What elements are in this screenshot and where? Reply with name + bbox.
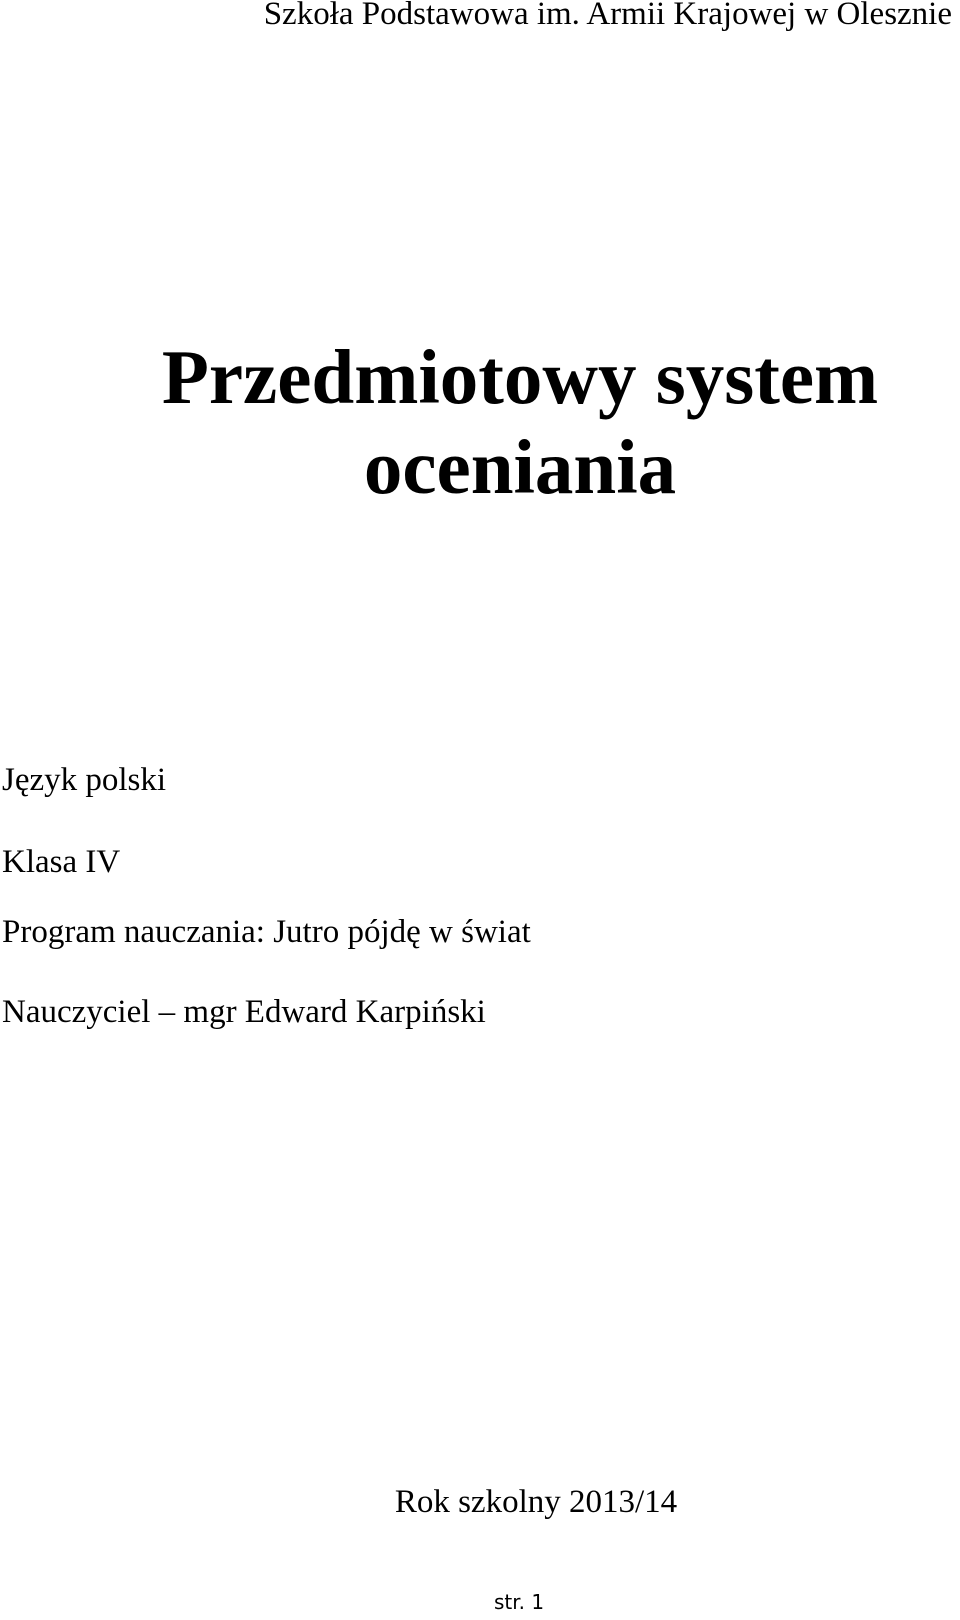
school-year-text: Rok szkolny 2013/14	[394, 1484, 678, 1520]
school-name-header: Szkoła Podstawowa im. Armii Krajowej w Olesznie	[263, 0, 952, 32]
program-text: Program nauczania: Jutro pójdę w świat	[2, 914, 531, 950]
document-title	[0, 332, 960, 512]
title-line-1: Przedmiotowy system	[161, 334, 879, 420]
teacher-text: Nauczyciel – mgr Edward Karpiński	[2, 994, 486, 1030]
subject-text: Język polski	[2, 762, 167, 798]
class-text: Klasa IV	[2, 844, 121, 880]
page-number: str. 1	[494, 1590, 545, 1614]
title-line-2: oceniania	[363, 424, 677, 510]
